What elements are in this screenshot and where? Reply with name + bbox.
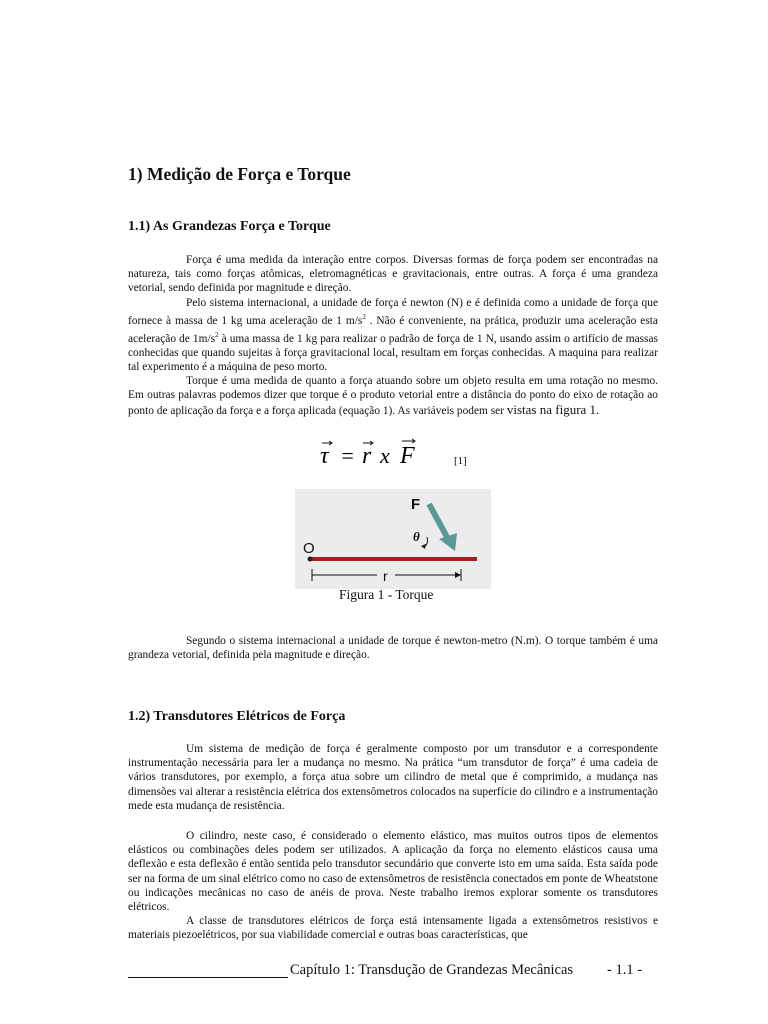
equation-equals: = (340, 443, 355, 468)
equation-x: x (380, 443, 390, 468)
section-1-2-body-b (128, 829, 658, 943)
paragraph-unidade-forca-part3: à uma massa de 1 kg para realizar o padrão de força de 1 N, usando assim o artifício de massas conhecidas que quando sujeitas à força gravitacional local, resultam em forças conhecidas. A maquina para realizar tal experimento é a máquina de peso morto. (128, 332, 658, 374)
lever-bar (309, 557, 477, 561)
label-r: r (383, 568, 388, 584)
paragraph-sistema-medicao: Um sistema de medição de força é geralmente composto por um transdutor e a correspondente instrumentação necessária para ler a mudança no mesmo. Na prática “um transdutor de força” é uma cadeia de vários transdutores, por exemplo, a força atua sobre um cilindro de metal que é comprimido, a mudança nas dimensões vai alterar a resistência elétrica dos extensômetros colocados na superfície do cilindro e a instrumentação mede esta mudança de resistência. (128, 743, 658, 812)
paragraph-unidade-forca-part2: . Não é conveniente, na prática, produzir uma aceleração esta aceleração de 1m/s (128, 314, 658, 345)
label-O: O (303, 540, 315, 557)
equation-number: [1] (454, 455, 467, 467)
pivot-point (308, 557, 313, 562)
paragraph-unidade-torque-block (128, 634, 658, 662)
equation-tau: τ (320, 443, 329, 469)
section-1-2-title: 1.2) Transdutores Elétricos de Força (128, 709, 346, 724)
page-title: 1) Medição de Força e Torque (128, 164, 351, 184)
torque-equation (318, 437, 438, 480)
equation-F: F (400, 443, 415, 469)
paragraph-forca: Força é uma medida da interação entre corpos. Diversas formas de força podem ser encontradas na natureza, tais como forças atômicas, eletromagnéticas e gravitacionais, entre outras. A força é uma grandeza vetorial, sendo definida por magnitude e direção. (128, 254, 658, 295)
label-theta: θ (413, 529, 420, 544)
section-1-1-title: 1.1) As Grandezas Força e Torque (128, 219, 331, 234)
figure-caption: Figura 1 - Torque (339, 587, 434, 602)
figure-background (295, 489, 491, 589)
paragraph-unidade-forca (128, 296, 658, 375)
paragraph-cilindro: O cilindro, neste caso, é considerado o elemento elástico, mas muitos outros tipos de elementos elásticos ou combinações deles podem ser utilizados. A aplicação da força no elemento elásticos causa uma deflexão e esta deflexão é então sentida pelo transdutor secundário que converte isto em uma saída. Esta saída pode ser na forma de um sinal elétrico como no caso de extensômetros de resistência conectados em ponte de Wheatstone ou indicações mecânicas no caso de anéis de prova. Neste trabalho iremos explorar somente os transdutores elétricos. (128, 830, 658, 914)
footer-page-number: - 1.1 - (607, 962, 643, 978)
paragraph-torque (128, 374, 658, 418)
footer-rule (128, 977, 288, 978)
equation-r: r (362, 443, 372, 469)
section-1-1-body (128, 253, 658, 418)
footer-chapter: Capítulo 1: Transdução de Grandezas Mecânicas (290, 962, 574, 978)
equation-svg (318, 437, 438, 473)
superscript-2-second: 2 (215, 330, 219, 339)
paragraph-unidade-torque: Segundo o sistema internacional a unidade de torque é newton-metro (N.m). O torque também é uma grandeza vetorial, definida pela magnitude e direção. (128, 635, 658, 662)
paragraph-unidade-forca-part1: Pelo sistema internacional, a unidade de força é newton (N) e é definida como a unidade de força que fornece à massa de 1 kg uma aceleração de 1 m/s (128, 296, 658, 327)
figure-torque (295, 489, 491, 589)
torque-diagram (295, 489, 491, 589)
paragraph-torque-part1: Torque é uma medida de quanto a força atuando sobre um objeto resulta em uma rotação no mesmo. Em outras palavras podemos dizer que torque é o produto vetorial entre a distância do ponto do eixo de rotação ao ponto de aplicação da força e a força aplicada (equação 1). As variáveis podem ser (128, 375, 658, 417)
superscript-2: 2 (362, 312, 366, 321)
label-F: F (411, 496, 421, 513)
paragraph-classe-transdutores: A classe de transdutores elétricos de força está intensamente ligada a extensômetros resistivos e materiais piezoelétricos, por sua viabilidade comercial e outras boas características, que (128, 915, 658, 942)
paragraph-torque-part2: vistas na figura 1. (506, 401, 600, 417)
section-1-2-body-a (128, 742, 658, 813)
